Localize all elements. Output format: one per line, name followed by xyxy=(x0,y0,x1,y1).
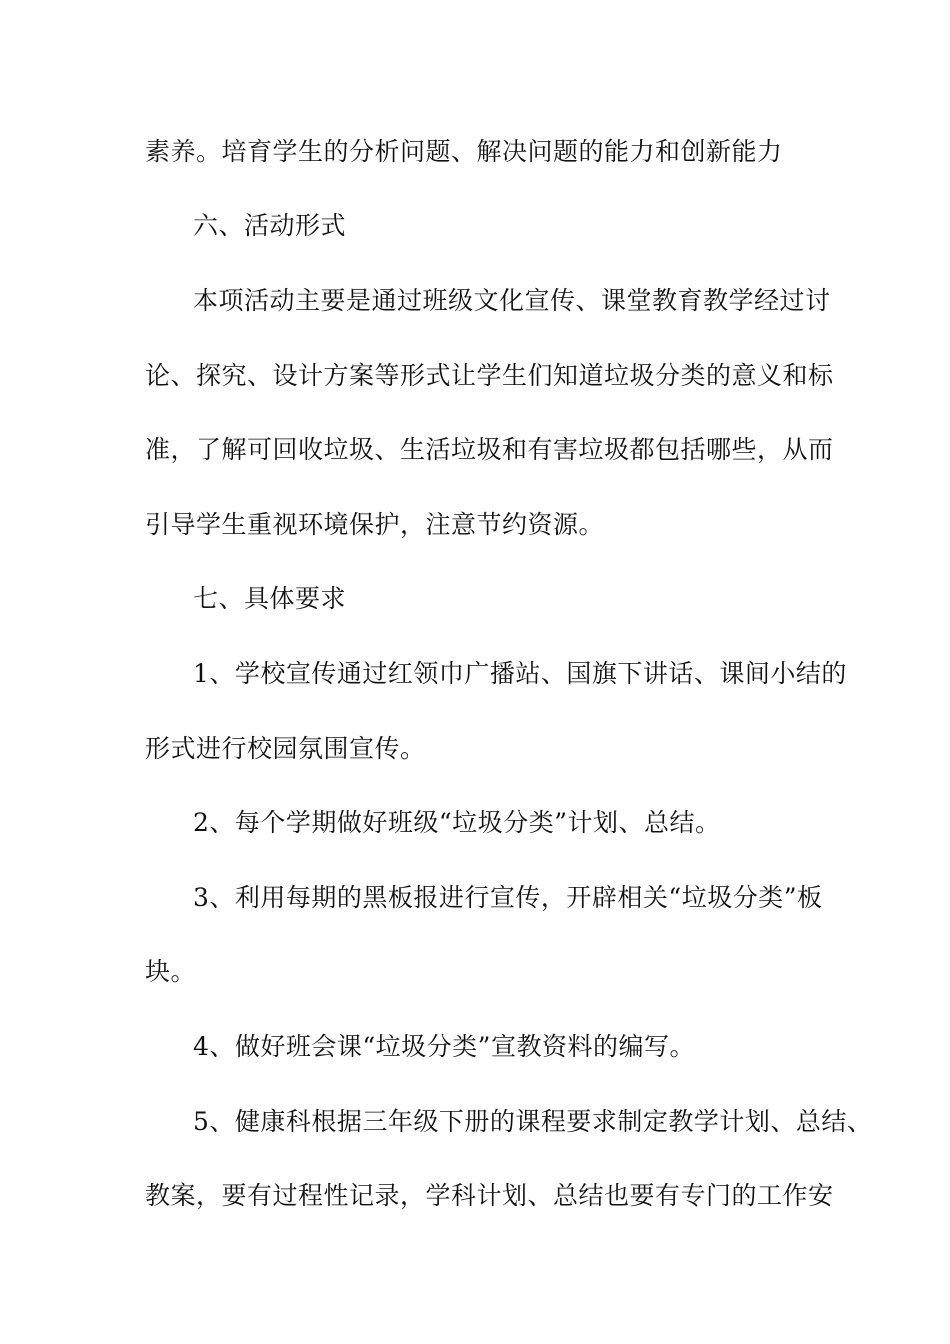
text-line-4: 论、探究、设计方案等形式让学生们知道垃圾分类的意义和标 xyxy=(145,361,834,390)
section-heading-activity-form: 六、活动形式 xyxy=(193,211,347,240)
text-line-15: 教案，要有过程性记录，学科计划、总结也要有专门的工作安 xyxy=(145,1181,834,1210)
text-line-10: 2、每个学期做好班级“垃圾分类”计划、总结。 xyxy=(193,808,721,837)
text-line-5: 准，了解可回收垃圾、生活垃圾和有害垃圾都包括哪些，从而 xyxy=(145,435,834,464)
section-heading-requirements: 七、具体要求 xyxy=(193,584,347,613)
text-line-12: 块。 xyxy=(145,957,197,986)
text-line-11: 3、利用每期的黑板报进行宣传，开辟相关“垃圾分类”板 xyxy=(193,883,823,912)
text-line-6: 引导学生重视环境保护，注意节约资源。 xyxy=(145,510,605,539)
text-line-14: 5、健康科根据三年级下册的课程要求制定教学计划、总结、 xyxy=(193,1107,873,1136)
text-line-3: 本项活动主要是通过班级文化宣传、课堂教育教学经过讨 xyxy=(193,286,831,315)
text-line-8: 1、学校宣传通过红领巾广播站、国旗下讲话、课间小结的 xyxy=(193,659,847,688)
text-line-1: 素养。培育学生的分析问题、解决问题的能力和创新能力 xyxy=(145,137,783,166)
text-line-9: 形式进行校园氛围宣传。 xyxy=(145,734,426,763)
text-line-13: 4、做好班会课“垃圾分类”宣教资料的编写。 xyxy=(193,1032,695,1061)
